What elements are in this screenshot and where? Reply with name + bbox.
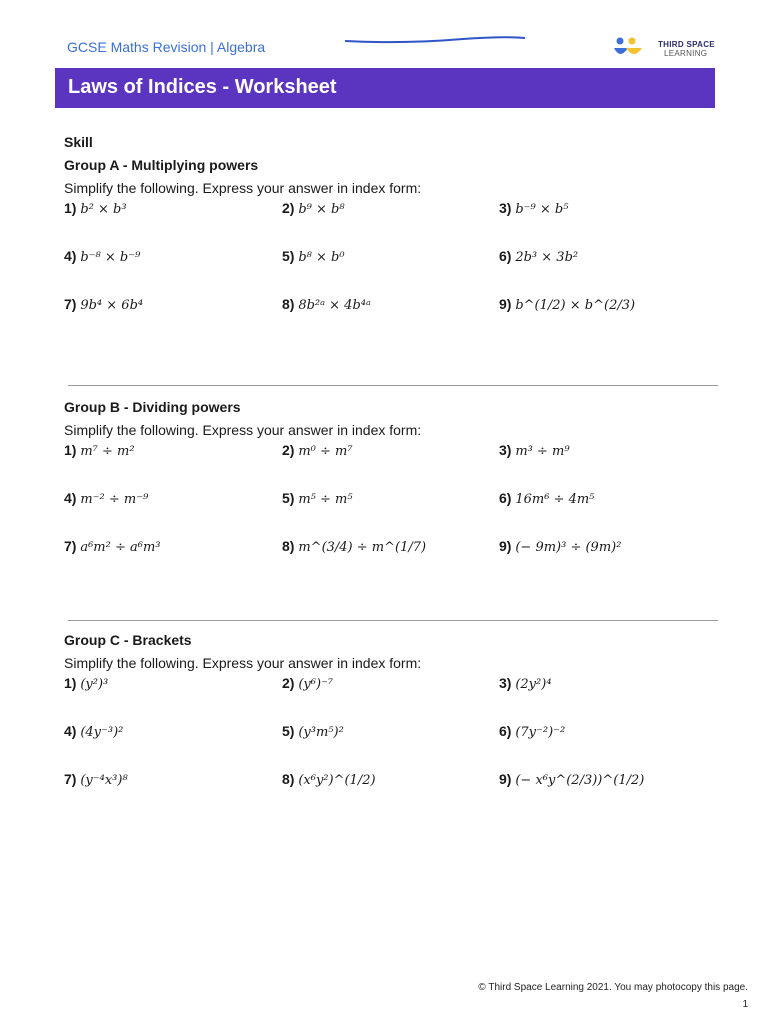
question-item (499, 296, 635, 313)
question-item (282, 723, 344, 740)
question-expression: b⁻⁹ × b⁵ (515, 202, 569, 217)
question-number: 2) (282, 200, 295, 216)
question-item (499, 442, 570, 459)
question-item (282, 296, 371, 313)
question-expression: (− 9m)³ ÷ (9m)² (515, 540, 622, 555)
question-row (64, 248, 724, 296)
question-expression: b⁸ × b⁰ (298, 250, 345, 265)
group-instruction: Simplify the following. Express your answer in index form: (64, 655, 422, 671)
worksheet-title: Laws of Indices - Worksheet (68, 76, 337, 98)
question-expression: b² × b³ (80, 202, 127, 217)
question-item (499, 771, 644, 788)
question-number: 5) (282, 490, 295, 506)
question-expression: b⁹ × b⁸ (298, 202, 345, 217)
question-expression: (2y²)⁴ (515, 677, 552, 692)
question-number: 6) (499, 490, 512, 506)
question-number: 1) (64, 675, 77, 691)
question-row (64, 538, 724, 586)
question-number: 3) (499, 200, 512, 216)
question-number: 6) (499, 248, 512, 264)
question-number: 8) (282, 771, 295, 787)
question-expression: b⁻⁸ × b⁻⁹ (80, 250, 141, 265)
question-expression: 8b²ᵃ × 4b⁴ᵃ (298, 298, 371, 313)
question-expression: (y²)³ (80, 677, 109, 692)
pen-stroke-mark (343, 32, 528, 46)
question-expression: (y³m⁵)² (298, 725, 344, 740)
question-expression: (4y⁻³)² (80, 725, 124, 740)
question-item (282, 442, 353, 459)
third-space-logo (612, 36, 715, 62)
question-number: 7) (64, 296, 77, 312)
question-item (499, 538, 621, 555)
question-expression: 16m⁶ ÷ 4m⁵ (515, 492, 595, 507)
skill-label: Skill (64, 134, 93, 150)
question-expression: (x⁶y²)^(1/2) (298, 773, 376, 788)
question-item (64, 490, 148, 507)
question-number: 6) (499, 723, 512, 739)
question-number: 8) (282, 538, 295, 554)
question-number: 3) (499, 675, 512, 691)
question-item (499, 490, 594, 507)
section-divider (68, 620, 718, 621)
question-expression: 2b³ × 3b² (515, 250, 579, 265)
question-group (64, 629, 724, 819)
question-item (64, 248, 140, 265)
question-expression: m⁻² ÷ m⁻⁹ (80, 492, 149, 507)
question-row (64, 771, 724, 819)
question-item (64, 296, 143, 313)
question-item (499, 675, 552, 692)
question-number: 4) (64, 490, 77, 506)
question-row (64, 723, 724, 771)
logo-text-line1: THIRD SPACE (658, 40, 715, 49)
question-number: 4) (64, 248, 77, 264)
question-item (282, 538, 426, 555)
question-item (64, 675, 108, 692)
question-row (64, 490, 724, 538)
question-item (282, 200, 345, 217)
group-title: Group B - Dividing powers (64, 399, 241, 415)
question-number: 5) (282, 723, 295, 739)
question-number: 9) (499, 296, 512, 312)
question-expression: m^(3/4) ÷ m^(1/7) (298, 540, 427, 555)
question-number: 7) (64, 538, 77, 554)
question-expression: (7y⁻²)⁻² (515, 725, 566, 740)
question-expression: (y⁻⁴x³)⁸ (80, 773, 128, 788)
question-expression: 9b⁴ × 6b⁴ (80, 298, 144, 313)
group-instruction: Simplify the following. Express your answer in index form: (64, 180, 422, 196)
question-item (499, 723, 565, 740)
question-expression: (− x⁶y^(2/3))^(1/2) (515, 773, 645, 788)
question-number: 1) (64, 442, 77, 458)
question-number: 7) (64, 771, 77, 787)
question-item (64, 538, 161, 555)
question-item (282, 771, 376, 788)
question-number: 5) (282, 248, 295, 264)
page-number: 1 (742, 999, 748, 1010)
question-row (64, 442, 724, 490)
question-expression: m³ ÷ m⁹ (515, 444, 570, 459)
question-item (64, 771, 128, 788)
question-item (499, 200, 568, 217)
question-item (64, 723, 123, 740)
group-title: Group C - Brackets (64, 632, 192, 648)
copyright-footer: © Third Space Learning 2021. You may photocopy this page. (478, 982, 748, 993)
question-item (282, 248, 345, 265)
title-banner (55, 68, 715, 108)
question-row (64, 200, 724, 248)
question-expression: (y⁶)⁻⁷ (298, 677, 334, 692)
question-group (64, 131, 724, 344)
group-instruction: Simplify the following. Express your answer in index form: (64, 422, 422, 438)
section-divider (68, 385, 718, 386)
question-item (282, 675, 333, 692)
question-item (499, 248, 578, 265)
logo-icon (612, 36, 652, 62)
question-row (64, 296, 724, 344)
logo-text-line2: LEARNING (664, 49, 708, 58)
question-group (64, 396, 724, 586)
question-number: 4) (64, 723, 77, 739)
question-item (64, 442, 135, 459)
question-number: 9) (499, 538, 512, 554)
question-item (64, 200, 127, 217)
course-header: GCSE Maths Revision | Algebra (67, 39, 266, 55)
question-number: 3) (499, 442, 512, 458)
question-expression: a⁶m² ÷ a⁶m³ (80, 540, 161, 555)
question-number: 9) (499, 771, 512, 787)
question-item (282, 490, 353, 507)
question-expression: m⁰ ÷ m⁷ (298, 444, 353, 459)
question-number: 2) (282, 442, 295, 458)
question-number: 1) (64, 200, 77, 216)
question-expression: m⁵ ÷ m⁵ (298, 492, 353, 507)
question-expression: b^(1/2) × b^(2/3) (515, 298, 636, 313)
question-number: 2) (282, 675, 295, 691)
group-title: Group A - Multiplying powers (64, 157, 259, 173)
question-number: 8) (282, 296, 295, 312)
question-expression: m⁷ ÷ m² (80, 444, 135, 459)
question-row (64, 675, 724, 723)
